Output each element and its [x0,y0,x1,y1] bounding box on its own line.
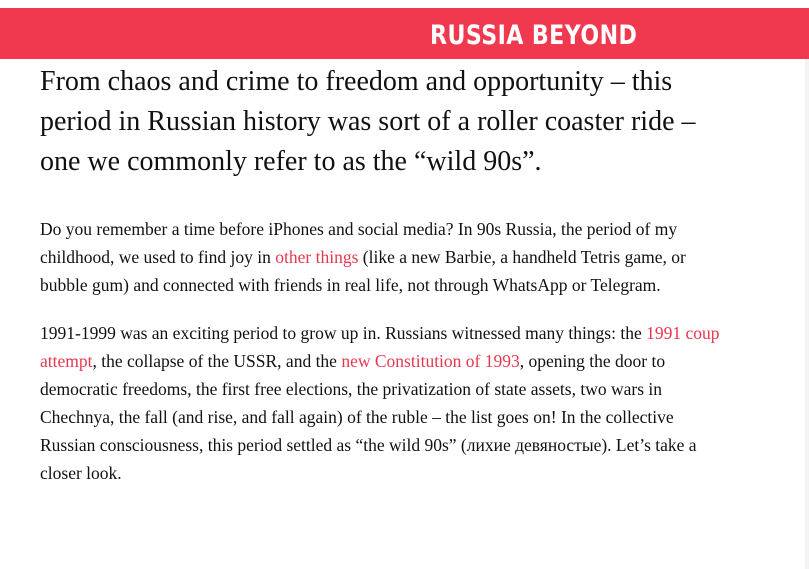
paragraph-text: , the collapse of the USSR, and the [92,351,342,371]
top-strip [0,0,809,8]
link-constitution-1993[interactable]: new Constitution of 1993 [341,351,520,371]
article-body [40,62,730,487]
article-paragraph-1 [40,215,730,299]
brand-logo[interactable]: RUSSIA BEYOND [430,20,638,51]
article-paragraph-2 [40,319,730,487]
paragraph-text: Do you remember a time before iPhones and social media? In 90s Russia, the period of my childhood, we used to find joy in [40,219,678,267]
paragraph-text: , opening the door to democratic freedoms, the first free elections, the privatization of state assets, two wars in Chechnya, the fall (and rise, and fall again) of the ruble – the list goes on! In the collective Russian consciousness, this period settled as “the wild 90s” (лихие девяностые). Let’s take a closer look. [40,351,697,483]
scrollbar[interactable] [805,59,809,569]
link-other-things[interactable]: other things [275,247,359,267]
site-header [0,8,809,59]
article-lead: From chaos and crime to freedom and opportunity – this period in Russian history was sort of a roller coaster ride – one we commonly refer to as the “wild 90s”. [40,66,696,177]
paragraph-text: 1991-1999 was an exciting period to grow up in. Russians witnessed many things: the [40,323,647,343]
paragraph-text: (like a new Barbie, a handheld Tetris game, or bubble gum) and connected with friends in real life, not through WhatsApp or Telegram. [40,247,686,295]
link-1991-coup-attempt[interactable]: 1991 coup attempt [40,323,720,371]
